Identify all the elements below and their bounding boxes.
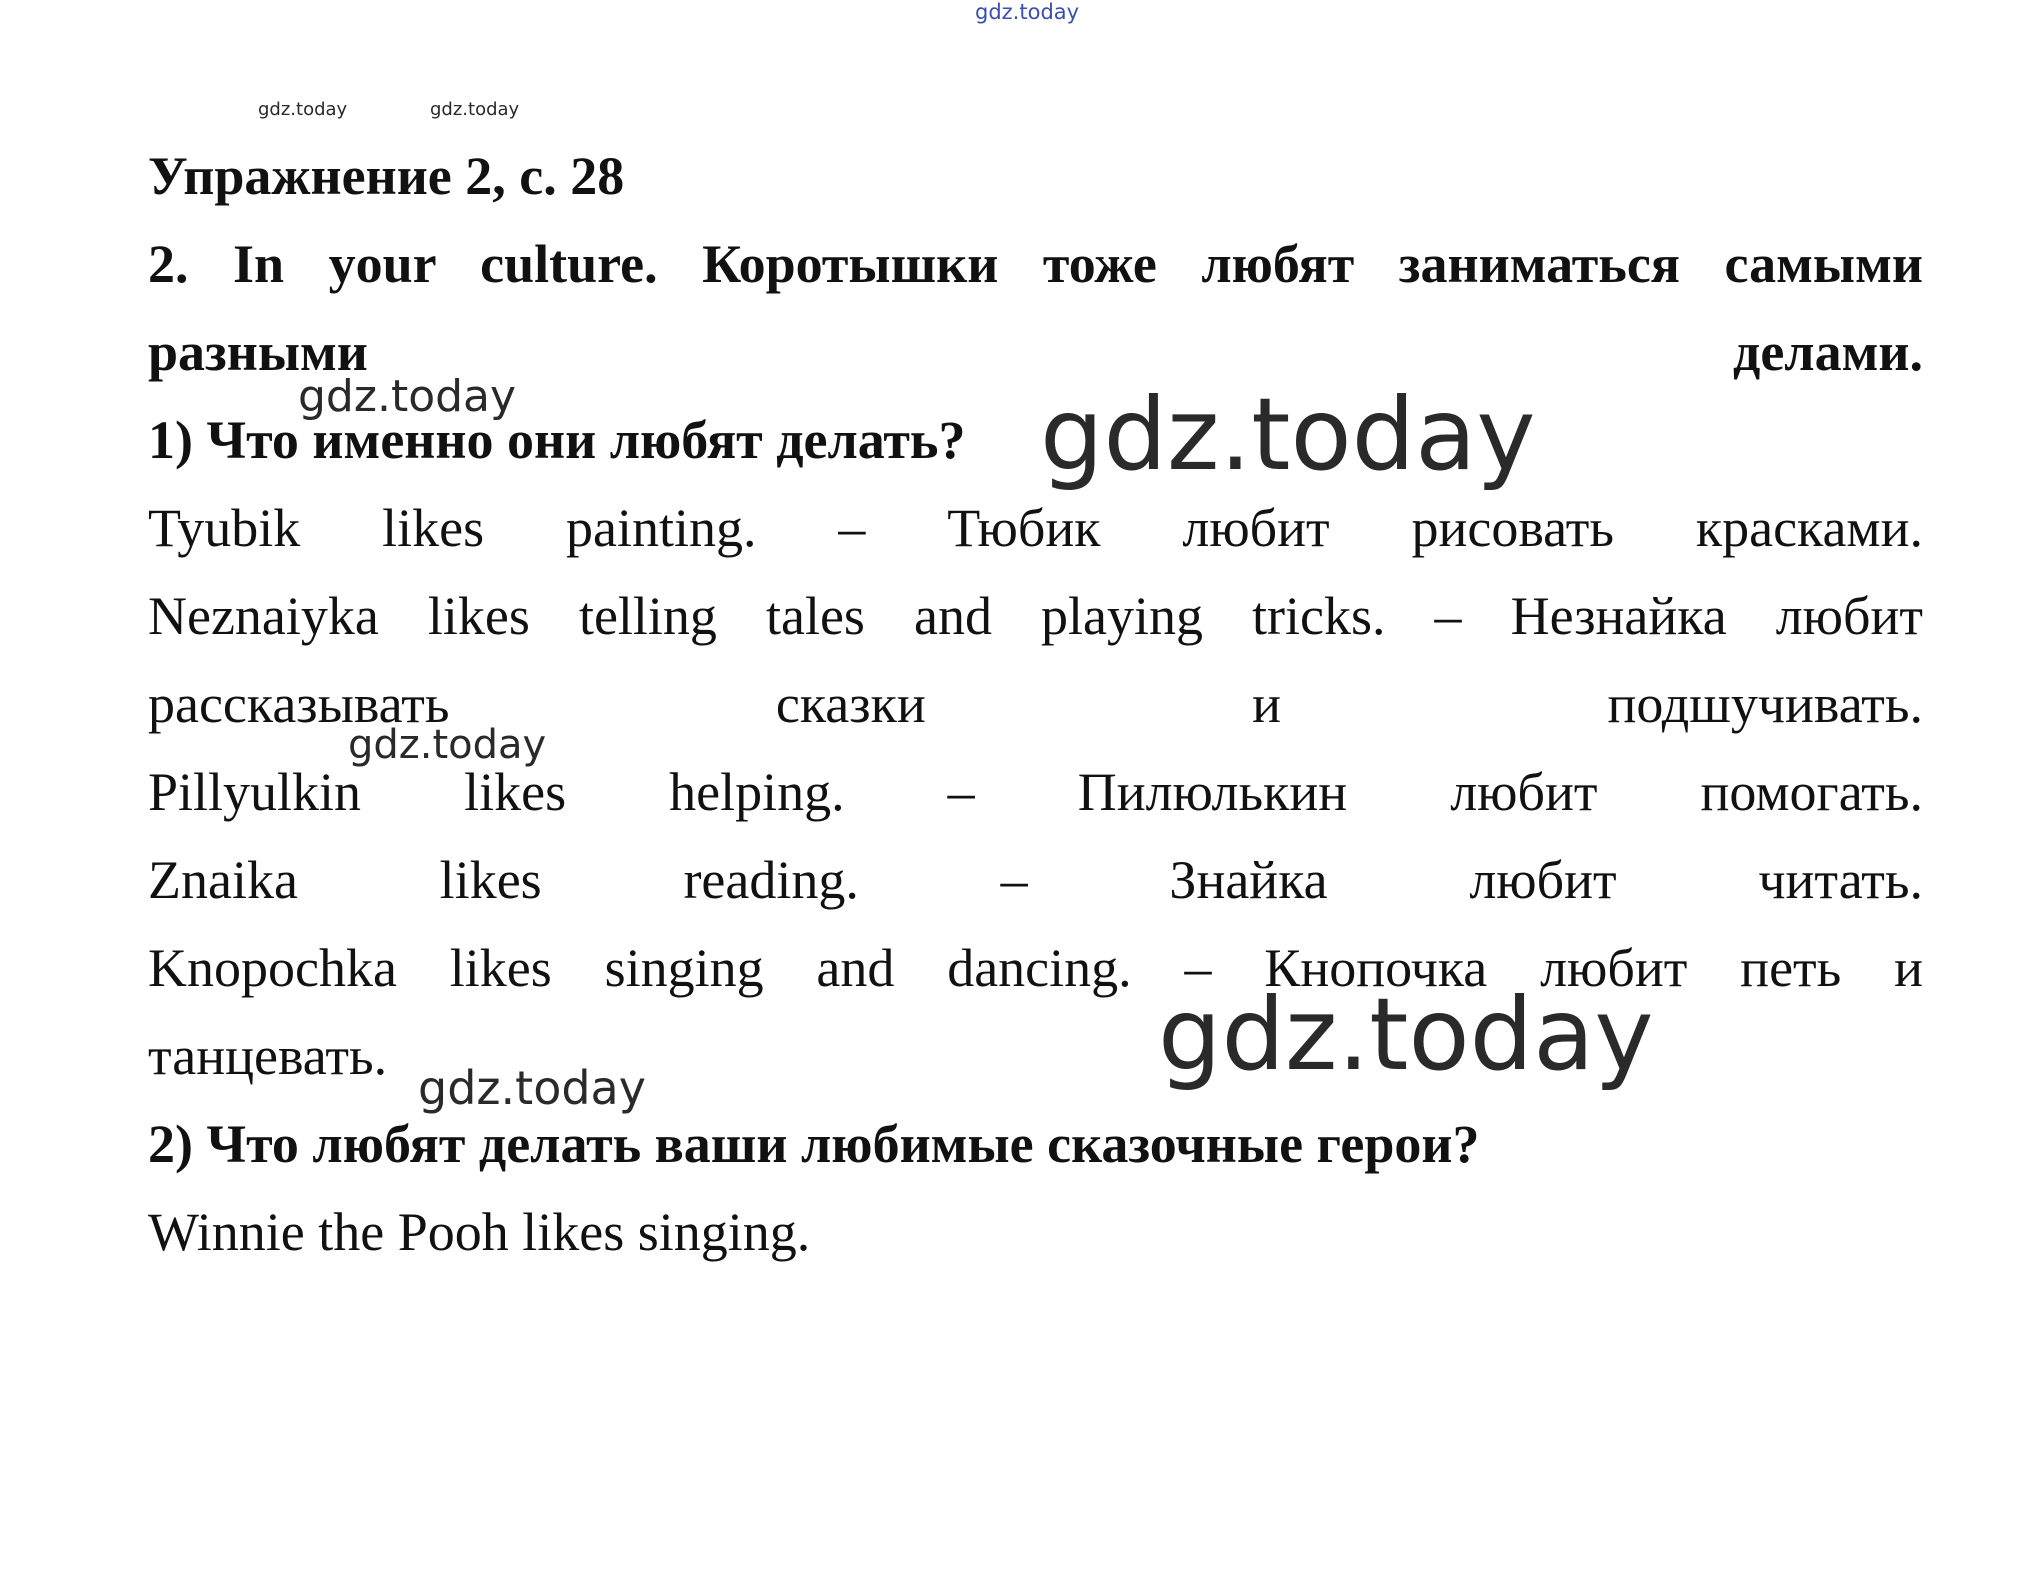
watermark-small-2: gdz.today [430, 99, 520, 120]
question-1 [148, 396, 1923, 484]
watermark-medium-1: gdz.today [298, 371, 517, 422]
task-line-2-start: разными [148, 322, 368, 382]
task-line-2 [148, 308, 1923, 396]
answer-2: Winnie the Pooh likes singing. [148, 1202, 811, 1262]
document-body [148, 132, 1923, 1276]
question-2: 2) Что любят делать ваши любимые сказочные герои? [148, 1114, 1480, 1174]
answer-line-3: рассказывать сказки и подшучивать. [148, 674, 1923, 734]
answer-line-7: танцевать. [148, 1026, 388, 1086]
exercise-title: Упражнение 2, с. 28 [148, 146, 625, 206]
watermark-top: gdz.today [975, 0, 1080, 24]
watermark-medium-3: gdz.today [418, 1061, 646, 1115]
answer-line-5: Znaika likes reading. – Знайка любит читать. [148, 850, 1923, 910]
question-1-text: 1) Что именно они любят делать? [148, 410, 966, 470]
answer-line-4: Pillyulkin likes helping. – Пилюлькин любит помогать. [148, 762, 1923, 822]
task-line-1: 2. In your culture. Коротышки тоже любят заниматься самыми [148, 234, 1923, 294]
watermark-medium-2: gdz.today [348, 722, 547, 768]
watermark-large-2: gdz.today [1158, 976, 1654, 1093]
answer-line-1: Tyubik likes painting. – Тюбик любит рисовать красками. [148, 498, 1923, 558]
answer-line-2: Neznaiyka likes telling tales and playing tricks. – Незнайка любит [148, 586, 1923, 646]
watermark-small-1: gdz.today [258, 99, 348, 120]
task-line-2-end: делами. [1733, 322, 1923, 382]
answer-line-6: Knopochka likes singing and dancing. – Кнопочка любит петь и [148, 938, 1923, 998]
watermark-large-1: gdz.today [1040, 376, 1536, 493]
